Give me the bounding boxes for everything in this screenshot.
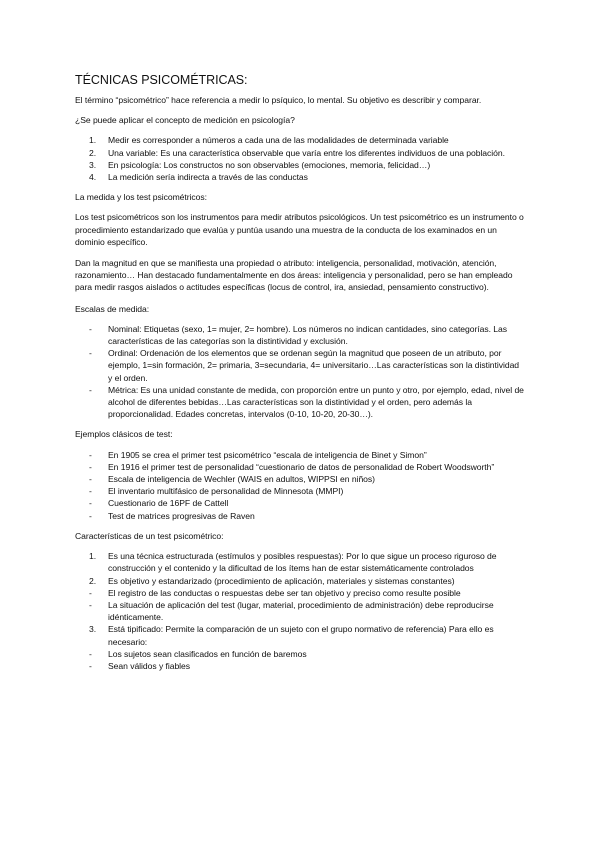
list-item (75, 147, 525, 159)
list-marker: - (89, 510, 92, 521)
list-item-text: El inventario multifásico de personalidad de Minnesota (MMPI) (108, 486, 344, 497)
document-page (75, 72, 525, 680)
list-marker: - (89, 461, 92, 472)
paragraph-test-definition: Los test psicométricos son los instrumentos para medir atributos psicológicos. Un test psicométrico es un instrumento o procedimiento estandarizado que evalúa y puntúa usando una muestra de la conducta de los examinados en un dominio específico. (75, 212, 524, 247)
list-marker: - (89, 660, 92, 671)
list-item (75, 171, 525, 183)
list-item (75, 347, 525, 384)
list-item (75, 550, 525, 574)
list-item-text: Cuestionario de 16PF de Cattell (108, 498, 229, 509)
list-item (75, 449, 525, 461)
list-marker: - (89, 323, 92, 334)
list-item-text: Está tipificado: Permite la comparación de un sujeto con el grupo normativo de referencia) Para ello es necesario: (108, 624, 494, 647)
list-item-text: Es una técnica estructurada (estímulos y posibles respuestas): Por lo que sigue un proceso riguroso de construcción y el contenido y la dificultad de los ítems han de estar sistemáticamente controlados (108, 551, 497, 574)
list-item (75, 134, 525, 146)
list-item-text: El registro de las conductas o respuestas debe ser tan objetivo y preciso como resulte posible (108, 587, 461, 598)
intro-paragraph: El término “psicométrico” hace referencia a medir lo psíquico, lo mental. Su objetivo es describir y comparar. (75, 95, 482, 105)
list-item-text: Ordinal: Ordenación de los elementos que se ordenan según la magnitud que poseen de un atributo, por ejemplo, 1=sin formación, 2= primaria, 3=secundaria, 4= universitario…Las características son la distintividad y el orden. (108, 348, 520, 383)
list-item-text: Una variable: Es una característica observable que varía entre los diferentes individuos de una población. (108, 147, 505, 158)
list-item-text: En 1905 se crea el primer test psicométrico “escala de inteligencia de Binet y Simon” (108, 449, 427, 460)
list-item-text: Es objetivo y estandarizado (procedimiento de aplicación, materiales y sistemas constantes) (108, 575, 455, 586)
list-item-text: Métrica: Es una unidad constante de medida, con proporción entre un punto y otro, por ejemplo, edad, nivel de alcohol de diferentes bebidas…Las características son la distintividad y el orden, pero además la proporcionalidad. Edades concretas, intervalos (0-10, 10-20, 20-30…). (108, 384, 524, 420)
list-item-text: Sean válidos y fiables (108, 660, 191, 671)
list-item (75, 159, 525, 171)
list-marker: 4. (89, 172, 97, 183)
list-item-text: En psicología: Los constructos no son observables (emociones, memoria, felicidad…) (108, 159, 431, 170)
list-item-text: Los sujetos sean clasificados en función de baremos (108, 648, 307, 659)
list-marker: 3. (89, 624, 97, 635)
list-marker: 3. (89, 159, 97, 170)
list-item (75, 599, 525, 623)
list-marker: 2. (89, 147, 97, 158)
list-marker: 2. (89, 575, 97, 586)
list-marker: - (89, 449, 92, 460)
list-item (75, 473, 525, 485)
section-heading-medida: La medida y los test psicométricos: (75, 192, 207, 203)
list-marker: - (89, 384, 92, 395)
list-item (75, 485, 525, 497)
list-item (75, 510, 525, 522)
list-item (75, 323, 525, 347)
list-item (75, 575, 525, 587)
list-item (75, 648, 525, 660)
list-item (75, 660, 525, 672)
list-item-text: Escala de inteligencia de Wechler (WAIS en adultos, WIPPSI en niños) (108, 474, 375, 485)
list-item (75, 461, 525, 473)
list-marker: 1. (89, 135, 97, 146)
list-item (75, 384, 525, 421)
list-marker: - (89, 348, 92, 359)
list-item (75, 587, 525, 599)
examples-list (75, 449, 525, 522)
paragraph-magnitude: Dan la magnitud en que se manifiesta una propiedad o atributo: inteligencia, personalidad, motivación, atención, razonamiento… Han destacado fundamentalmente en dos áreas: inteligencia y personalidad, pero se han empleado para medir rasgos aislados o actitudes específicas (locus de control, ira, ansiedad, pensamiento constructivo). (75, 258, 513, 293)
list-marker: - (89, 599, 92, 610)
characteristics-list (75, 550, 525, 672)
list-marker: - (89, 648, 92, 659)
list-item-text: La medición sería indirecta a través de las conductas (108, 172, 308, 183)
document-title: TÉCNICAS PSICOMÉTRICAS: (75, 73, 248, 87)
list-item (75, 497, 525, 509)
list-item (75, 623, 525, 647)
list-marker: - (89, 587, 92, 598)
list-item-text: La situación de aplicación del test (lugar, material, procedimiento de administración) debe reproducirse idénticamente. (108, 599, 494, 623)
section-heading-escalas: Escalas de medida: (75, 303, 150, 314)
section-heading-ejemplos: Ejemplos clásicos de test: (75, 429, 173, 440)
list-marker: - (89, 474, 92, 485)
question-paragraph: ¿Se puede aplicar el concepto de medición en psicología? (75, 115, 295, 126)
section-heading-caracteristicas: Características de un test psicométrico: (75, 530, 224, 541)
list-item-text: Nominal: Etiquetas (sexo, 1= mujer, 2= hombre). Los números no indican cantidades, sino categorías. Las características de las categorías son la distintividad y exclusión. (108, 323, 507, 347)
list-item-text: En 1916 el primer test de personalidad “cuestionario de datos de personalidad de Robert Woodsworth” (108, 461, 495, 472)
measurement-list (75, 134, 525, 183)
scales-list (75, 323, 525, 421)
list-item-text: Medir es corresponder a números a cada una de las modalidades de determinada variable (108, 135, 449, 146)
list-marker: - (89, 498, 92, 509)
list-item-text: Test de matrices progresivas de Raven (108, 510, 255, 521)
list-marker: - (89, 486, 92, 497)
list-marker: 1. (89, 551, 97, 562)
